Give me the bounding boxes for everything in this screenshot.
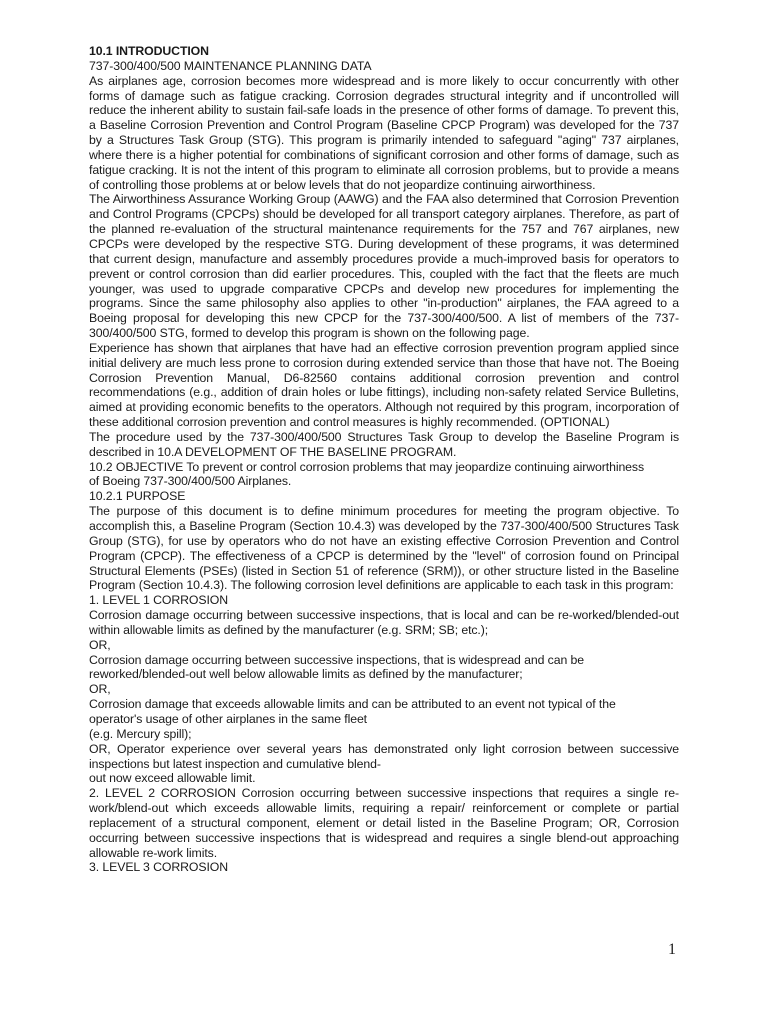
intro-paragraph-4: The procedure used by the 737-300/400/500 Structures Task Group to develop the Baseline Program is described in 10.A DEVELOPMENT OF THE BASELINE PROGRAM. xyxy=(89,429,679,459)
objective-line-1: 10.2 OBJECTIVE To prevent or control corrosion problems that may jeopardize continuing airworthiness xyxy=(89,459,645,474)
or-separator-2: OR, xyxy=(89,682,111,697)
intro-paragraph-3: Experience has shown that airplanes that have had an effective corrosion prevention program applied since initial delivery are much less prone to corrosion during extended service than those that have not. The Boeing Corrosion Prevention Manual, D6-82560 contains additional corrosion prevention and control recommendations (e.g., addition of drain holes or lube fittings), including non-safety related Service Bulletins, aimed at providing economic benefits to the operators. Although not required by this program, incorporation of these additional corrosion prevention and control measures is highly recommended. (OPTIONAL) xyxy=(89,340,679,430)
level1-heading: 1. LEVEL 1 CORROSION xyxy=(89,593,229,608)
level1-definition-c-line-2: operator's usage of other airplanes in the same fleet xyxy=(89,711,367,726)
level1-definition-c-line-1: Corrosion damage that exceeds allowable limits and can be attributed to an event not typical of the xyxy=(89,697,616,712)
level1-definition-c-line-3: (e.g. Mercury spill); xyxy=(89,726,192,741)
intro-paragraph-2: The Airworthiness Assurance Working Group (AAWG) and the FAA also determined that Corrosion Prevention and Control Programs (CPCPs) should be developed for all transport category airplanes. Therefore, as part of the planned re-evaluation of the structural maintenance requirements for the 757 and 767 airplanes, new CPCPs were developed by the respective STG. During development of these programs, it was determined that current design, manufacture and assembly procedures provide a much-improved basis for operators to prevent or control corrosion than did earlier procedures. This, coupled with the fact that the fleets are much younger, was used to upgrade comparative CPCPs and develop new procedures for implementing the programs. Since the same philosophy also applies to other "in-production" airplanes, the FAA agreed to a Boeing proposal for developing this new CPCP for the 737-300/400/500. A list of members of the 737-300/400/500 STG, formed to develop this program is shown on the following page. xyxy=(89,192,679,341)
level1-definition-b-line-2: reworked/blended-out well below allowable limits as defined by the manufacturer; xyxy=(89,667,523,682)
level1-definition-a: Corrosion damage occurring between successive inspections, that is local and can be re-worked/blended-out within allowable limits as defined by the manufacturer (e.g. SRM; SB; etc.); xyxy=(89,608,679,637)
level2-paragraph: 2. LEVEL 2 CORROSION Corrosion occurring between successive inspections that requires a single re-work/blend-out which exceeds allowable limits, requiring a repair/ reinforcement or complete or partial replacement of a structural component, element or detail listed in the Baseline Program; OR, Corrosion occurring between successive inspections that is widespread and requires a single blend-out approaching allowable re-work limits. xyxy=(89,786,679,860)
intro-paragraph-1: As airplanes age, corrosion becomes more widespread and is more likely to occur concurrently with other forms of damage such as fatigue cracking. Corrosion degrades structural integrity and if uncontrolled will reduce the inherent ability to sustain fail-safe loads in the presence of other forms of damage. To prevent this, a Baseline Corrosion Prevention and Control Program (Baseline CPCP Program) was developed for the 737 by a Structures Task Group (STG). This program is primarily intended to safeguard "aging" 737 airplanes, where there is a higher potential for combinations of significant corrosion and other forms of damage, such as fatigue cracking. It is not the intent of this program to eliminate all corrosion problems, but to provide a means of controlling those problems at or below levels that do not jeopardize continuing airworthiness. xyxy=(89,73,679,192)
purpose-heading: 10.2.1 PURPOSE xyxy=(89,489,186,504)
section-heading: 10.1 INTRODUCTION xyxy=(89,44,209,58)
level1-definition-b-line-1: Corrosion damage occurring between successive inspections, that is widespread and can be xyxy=(89,652,584,667)
document-body xyxy=(89,44,679,875)
objective-line-2: of Boeing 737-300/400/500 Airplanes. xyxy=(89,474,292,489)
section-subheading: 737-300/400/500 MAINTENANCE PLANNING DATA xyxy=(89,58,372,73)
level3-heading: 3. LEVEL 3 CORROSION xyxy=(89,860,229,875)
page-number: 1 xyxy=(668,941,676,958)
level1-definition-d-line-1: OR, Operator experience over several years has demonstrated only light corrosion between successive inspections but latest inspection and cumulative blend- xyxy=(89,741,679,771)
level1-definition-d-line-2: out now exceed allowable limit. xyxy=(89,771,256,786)
or-separator-1: OR, xyxy=(89,637,111,652)
purpose-paragraph: The purpose of this document is to define minimum procedures for meeting the program objective. To accomplish this, a Baseline Program (Section 10.4.3) was developed by the 737-300/400/500 Structures Task Group (STG), for use by operators who do not have an existing effective Corrosion Prevention and Control Program (CPCP). The effectiveness of a CPCP is determined by the "level" of corrosion found on Principal Structural Elements (PSEs) (listed in Section 51 of reference (SRM)), or other structure listed in the Baseline Program (Section 10.4.3). The following corrosion level definitions are applicable to each task in this program: xyxy=(89,504,679,593)
